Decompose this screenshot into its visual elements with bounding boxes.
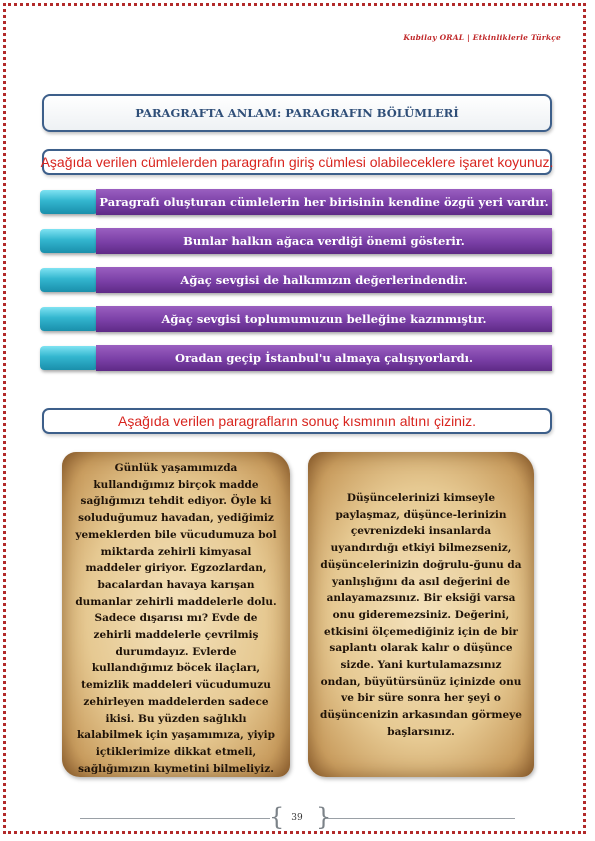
page-number: 39 bbox=[291, 813, 303, 823]
paragraph-2[interactable]: Düşüncelerinizi kimseyle paylaşmaz, düşünce-lerinizin çevrenizdeki insanlarda uyandırdığı etkiyi bilmezseniz, düşüncelerinizin doğrulu-ğunu da yanlışlığını da asıl değerini de anlayamazsınız. Bir eksiği varsa onu gideremezsiniz. Değerini, etkisini ölçemediğiniz için de bir saplantı olarak kalır o düşünce sizde. Yani kurtulamazsınız ondan, büyütürsünüz içinizde onu ve bir süre sonra her şeyi o düşüncenizin arkasından görmeye başlarsınız. bbox=[320, 492, 522, 738]
footer-brace-right: } bbox=[316, 803, 332, 831]
sentence-bar-5 bbox=[96, 345, 552, 371]
mark-tab-2[interactable] bbox=[40, 229, 98, 253]
instruction-box-2 bbox=[42, 408, 552, 434]
instruction-2-text: Aşağıda verilen paragrafların sonuç kısmının altını çiziniz. bbox=[118, 413, 476, 429]
sentence-bar-2 bbox=[96, 228, 552, 254]
sentence-bar-3 bbox=[96, 267, 552, 293]
mark-tab-5[interactable] bbox=[40, 346, 98, 370]
sentence-row-3[interactable] bbox=[40, 267, 552, 293]
sentence-row-1[interactable] bbox=[40, 189, 552, 215]
page-title: PARAGRAFTA ANLAM: PARAGRAFIN BÖLÜMLERİ bbox=[135, 106, 459, 120]
mark-tab-4[interactable] bbox=[40, 307, 98, 331]
sentence-text-4: Ağaç sevgisi toplumumuzun belleğine kazınmıştır. bbox=[161, 312, 487, 326]
sentence-row-5[interactable] bbox=[40, 345, 552, 371]
parchment-left bbox=[62, 452, 290, 777]
page-header: Kubilay ORAL | Etkinliklerle Türkçe bbox=[403, 33, 561, 42]
sentence-row-4[interactable] bbox=[40, 306, 552, 332]
instruction-1-text: Aşağıda verilen cümlelerden paragrafın giriş cümlesi olabileceklere işaret koyunuz. bbox=[40, 154, 554, 170]
title-box bbox=[42, 94, 552, 132]
sentence-bar-4 bbox=[96, 306, 552, 332]
paragraph-1[interactable]: Günlük yaşamımızda kullandığımız birçok madde sağlığımızı tehdit ediyor. Öyle ki soluduğumuz havadan, yediğimiz yemeklerden bile vücudumuza bol miktarda zehirli kimyasal maddeler giriyor. Egzozlardan, bacalardan havaya karışan dumanlar zehirli maddelerle dolu. Sadece dışarısı mı? Evde de zehirli maddelerle çevrilmiş durumdayız. Evlerde kullandığımız böcek ilaçları, temizlik maddeleri vücudumuzu zehirleyen maddelerden sadece ikisi. Bu yüzden sağlıklı kalabilmek için yaşamımıza, yiyip içtiklerimize dikkat etmeli, sağlığımızın kıymetini bilmeliyiz. bbox=[75, 462, 277, 775]
parchment-right bbox=[308, 452, 534, 777]
sentence-text-3: Ağaç sevgisi de halkımızın değerlerindendir. bbox=[180, 273, 468, 287]
footer-line-left bbox=[80, 818, 270, 819]
sentence-text-1: Paragrafı oluşturan cümlelerin her birisinin kendine özgü yeri vardır. bbox=[99, 195, 549, 209]
sentence-text-2: Bunlar halkın ağaca verdiği önemi gösterir. bbox=[183, 234, 465, 248]
sentence-bar-1 bbox=[96, 189, 552, 215]
footer-brace-left: { bbox=[269, 803, 285, 831]
footer-line-right bbox=[325, 818, 515, 819]
instruction-box-1 bbox=[42, 149, 552, 175]
sentence-row-2[interactable] bbox=[40, 228, 552, 254]
mark-tab-3[interactable] bbox=[40, 268, 98, 292]
sentence-text-5: Oradan geçip İstanbul'u almaya çalışıyorlardı. bbox=[174, 351, 474, 365]
mark-tab-1[interactable] bbox=[40, 190, 98, 214]
